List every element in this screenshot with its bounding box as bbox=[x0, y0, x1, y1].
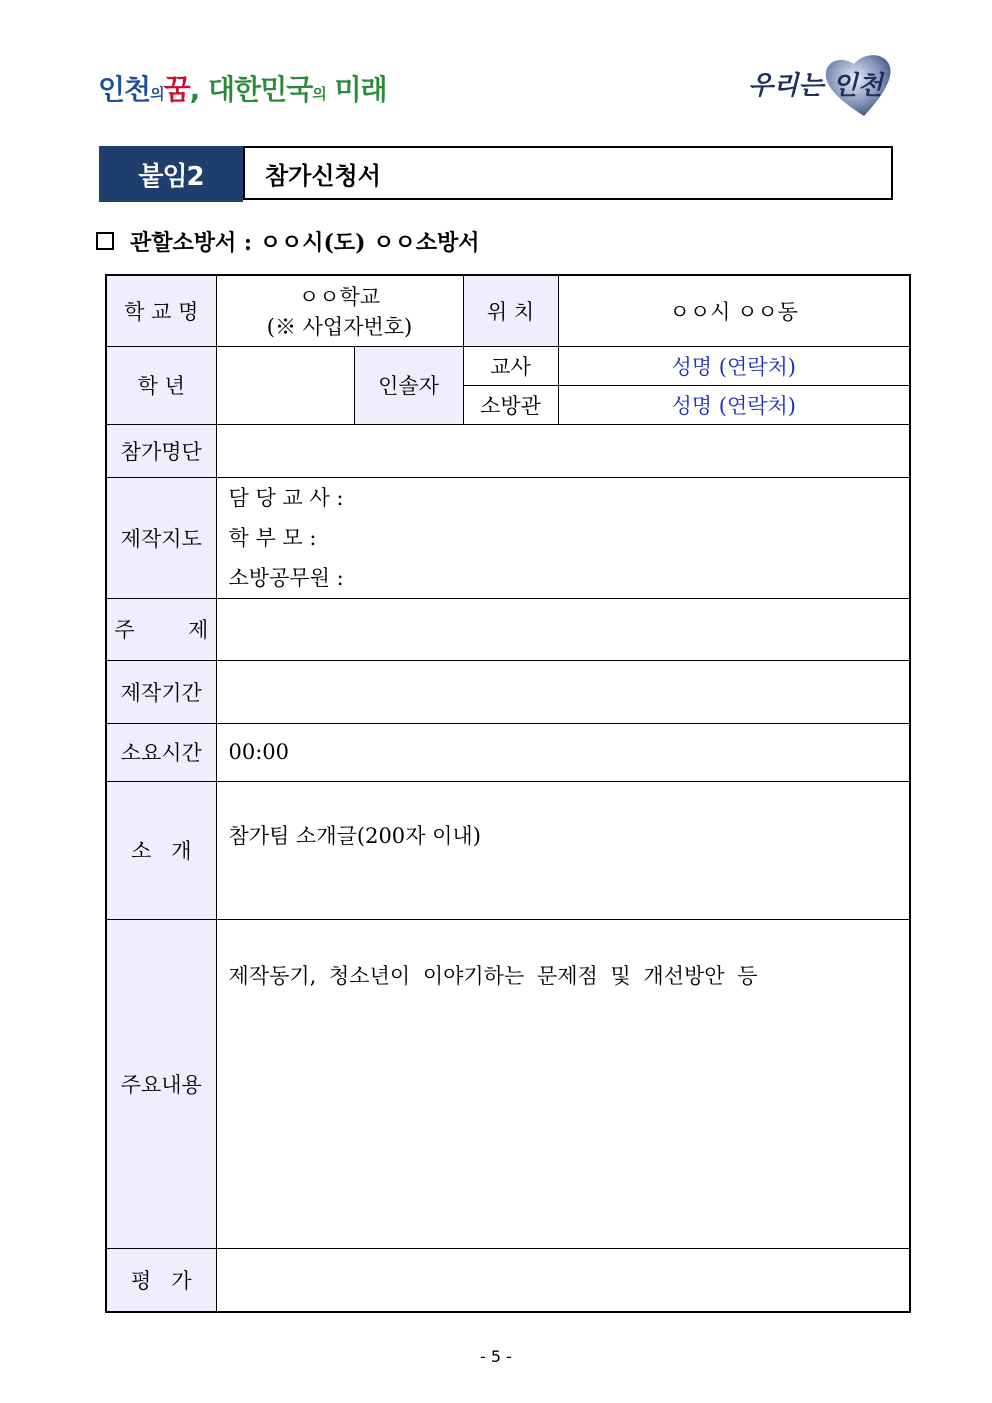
application-form-table bbox=[105, 274, 911, 1313]
logo-text-part: 의 bbox=[150, 85, 164, 103]
location-label: 위 치 bbox=[463, 275, 558, 346]
evaluation-value[interactable] bbox=[216, 1248, 910, 1312]
logo-text-part: 의 bbox=[312, 85, 326, 103]
school-name-cell[interactable] bbox=[216, 275, 463, 346]
fire-station-text: 관할소방서 : ㅇㅇ시(도) ㅇㅇ소방서 bbox=[130, 229, 480, 256]
logo-text-part: 인천 bbox=[98, 73, 151, 106]
table-row bbox=[106, 477, 910, 598]
incheon-slogan-logo bbox=[98, 62, 387, 118]
period-value[interactable] bbox=[216, 660, 910, 723]
document-title: 참가신청서 bbox=[265, 161, 381, 190]
logo-script-text: 우리는 인천 bbox=[748, 71, 883, 101]
checkbox-square-icon bbox=[96, 232, 114, 250]
table-row bbox=[106, 660, 910, 723]
topic-value[interactable] bbox=[216, 598, 910, 660]
title-box bbox=[243, 146, 893, 200]
teacher-value[interactable]: 성명 (연락처) bbox=[558, 346, 910, 385]
table-row bbox=[106, 598, 910, 660]
intro-value[interactable]: 참가팀 소개글(200자 이내) bbox=[216, 781, 910, 919]
supervision-value[interactable] bbox=[216, 477, 910, 598]
supervision-label: 제작지도 bbox=[106, 477, 216, 598]
duration-label: 소요시간 bbox=[106, 723, 216, 781]
duration-value[interactable]: 00:00 bbox=[216, 723, 910, 781]
topic-label: 주 제 bbox=[106, 598, 216, 660]
school-name-label: 학 교 명 bbox=[106, 275, 216, 346]
content-label: 주요내용 bbox=[106, 919, 216, 1248]
grade-value[interactable] bbox=[216, 346, 354, 424]
logo-text-part: , 대한민국 bbox=[189, 73, 313, 106]
table-row bbox=[106, 275, 910, 346]
location-value[interactable]: ㅇㅇ시 ㅇㅇ동 bbox=[558, 275, 910, 346]
uri-neun-incheon-logo bbox=[744, 52, 919, 118]
intro-label: 소 개 bbox=[106, 781, 216, 919]
table-row bbox=[106, 346, 910, 385]
content-value[interactable]: 제작동기, 청소년이 이야기하는 문제점 및 개선방안 등 bbox=[216, 919, 910, 1248]
table-row bbox=[106, 919, 910, 1248]
teacher-label: 교사 bbox=[463, 346, 558, 385]
roster-label: 참가명단 bbox=[106, 424, 216, 477]
leader-label: 인솔자 bbox=[354, 346, 463, 424]
heart-logo-icon bbox=[744, 52, 919, 118]
supervision-firefighter: 소방공무원 : bbox=[228, 565, 344, 590]
supervision-parent: 학 부 모 : bbox=[228, 525, 317, 550]
attachment-tag: 붙임2 bbox=[99, 146, 243, 202]
firefighter-label: 소방관 bbox=[463, 385, 558, 424]
table-row bbox=[106, 1248, 910, 1312]
table-row bbox=[106, 424, 910, 477]
supervision-teacher: 담 당 교 사 : bbox=[228, 485, 344, 510]
evaluation-label: 평 가 bbox=[106, 1248, 216, 1312]
fire-station-heading bbox=[96, 225, 479, 257]
logo-text-part: 꿈 bbox=[163, 73, 190, 106]
logo-text-part: 미래 bbox=[325, 73, 387, 106]
school-name-value: ㅇㅇ학교 bbox=[298, 284, 381, 309]
table-row bbox=[106, 781, 910, 919]
roster-value[interactable] bbox=[216, 424, 910, 477]
period-label: 제작기간 bbox=[106, 660, 216, 723]
grade-label: 학 년 bbox=[106, 346, 216, 424]
table-row bbox=[106, 723, 910, 781]
page-number: - 5 - bbox=[480, 1347, 512, 1366]
business-number-note: (※ 사업자번호) bbox=[266, 314, 413, 339]
firefighter-value[interactable]: 성명 (연락처) bbox=[558, 385, 910, 424]
